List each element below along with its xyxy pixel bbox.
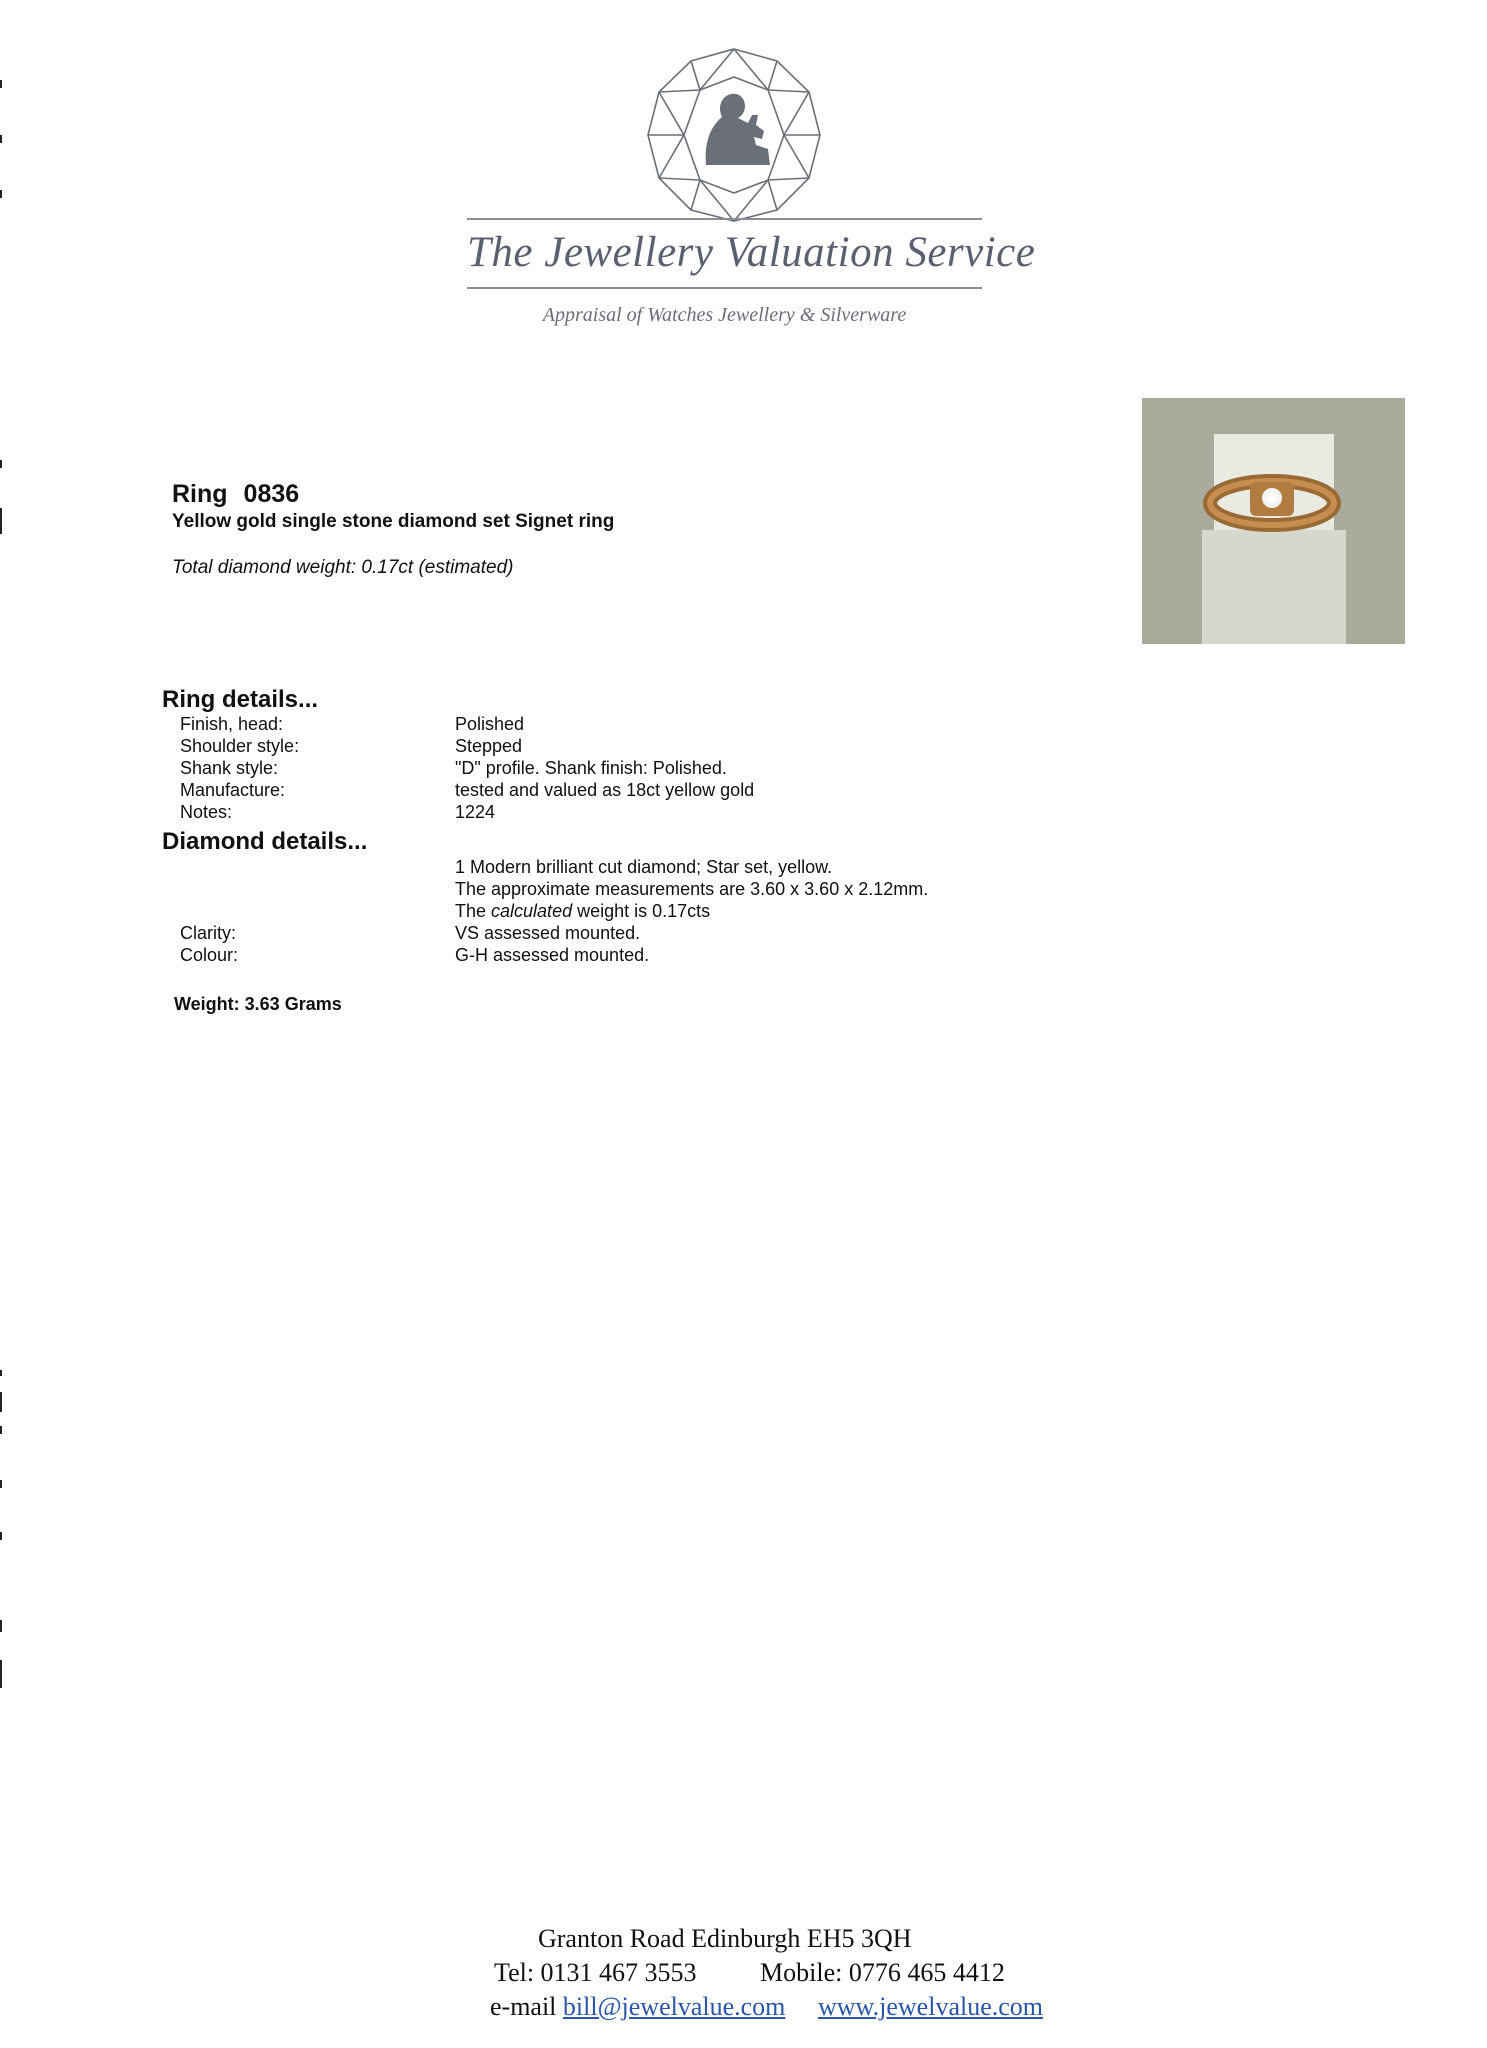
footer-address: Granton Road Edinburgh EH5 3QH (538, 1924, 912, 1953)
item-type: Ring (172, 480, 228, 508)
scan-mark (0, 1392, 2, 1412)
diamond-cut-text: 1 Modern brilliant cut diamond; Star set, yellow. (455, 857, 833, 877)
shoulder-style-value: Stepped (455, 736, 523, 756)
footer-website-link[interactable]: www.jewelvalue.com (818, 1992, 1044, 2021)
footer-tel: Tel: 0131 467 3553 (494, 1958, 697, 1987)
ring-details-heading: Ring details... (162, 686, 319, 713)
footer-website-line (818, 1992, 1043, 2022)
finish-head-value: Polished (455, 714, 525, 734)
shank-style-value: "D" profile. Shank finish: Polished. (455, 758, 727, 778)
calc-italic: calculated (491, 901, 573, 921)
diamond-calculated-weight (455, 901, 710, 922)
shoulder-style-label: Shoulder style: (180, 736, 300, 756)
item-title (172, 480, 299, 509)
scan-mark (0, 1660, 2, 1688)
jeweller-diamond-logo (644, 45, 824, 225)
item-description: Yellow gold single stone diamond set Signet ring (172, 511, 615, 532)
footer-mobile: Mobile: 0776 465 4412 (760, 1958, 1005, 1987)
ring-photo (1142, 398, 1405, 644)
footer-email-line (490, 1992, 785, 2022)
footer-email-link[interactable]: bill@jewelvalue.com (562, 1992, 786, 2021)
manufacture-label: Manufacture: (180, 780, 286, 800)
calc-prefix: The (455, 901, 492, 921)
scan-mark (0, 1480, 2, 1488)
item-weight: Weight: 3.63 Grams (174, 994, 342, 1014)
clarity-label: Clarity: (180, 923, 237, 943)
finish-head-label: Finish, head: (180, 714, 284, 734)
scan-mark (0, 460, 2, 468)
scan-mark (0, 1620, 2, 1632)
brand-subtitle: Appraisal of Watches Jewellery & Silverware (542, 304, 907, 326)
letterhead-rule-top (467, 218, 982, 220)
scan-mark (0, 1426, 2, 1434)
calc-suffix: weight is 0.17cts (572, 901, 711, 921)
manufacture-value: tested and valued as 18ct yellow gold (455, 780, 755, 800)
clarity-value: VS assessed mounted. (455, 923, 641, 943)
item-number: 0836 (243, 480, 300, 508)
shank-style-label: Shank style: (180, 758, 279, 778)
letterhead-rule-bottom (467, 287, 982, 289)
scan-mark (0, 80, 2, 88)
total-diamond-weight: Total diamond weight: 0.17ct (estimated) (172, 557, 514, 578)
scan-mark (0, 1532, 2, 1540)
colour-value: G-H assessed mounted. (455, 945, 650, 965)
diamond-measurements-text: The approximate measurements are 3.60 x 3.60 x 2.12mm. (455, 879, 929, 899)
scan-mark (0, 190, 2, 198)
colour-label: Colour: (180, 945, 239, 965)
scan-mark (0, 1370, 2, 1376)
notes-value: 1224 (455, 802, 496, 822)
notes-label: Notes: (180, 802, 233, 822)
footer-email-label: e-mail (490, 1992, 557, 2021)
brand-title: The Jewellery Valuation Service (467, 229, 1036, 276)
scan-mark (0, 135, 2, 143)
scan-mark (0, 508, 2, 534)
diamond-details-heading: Diamond details... (162, 828, 368, 855)
